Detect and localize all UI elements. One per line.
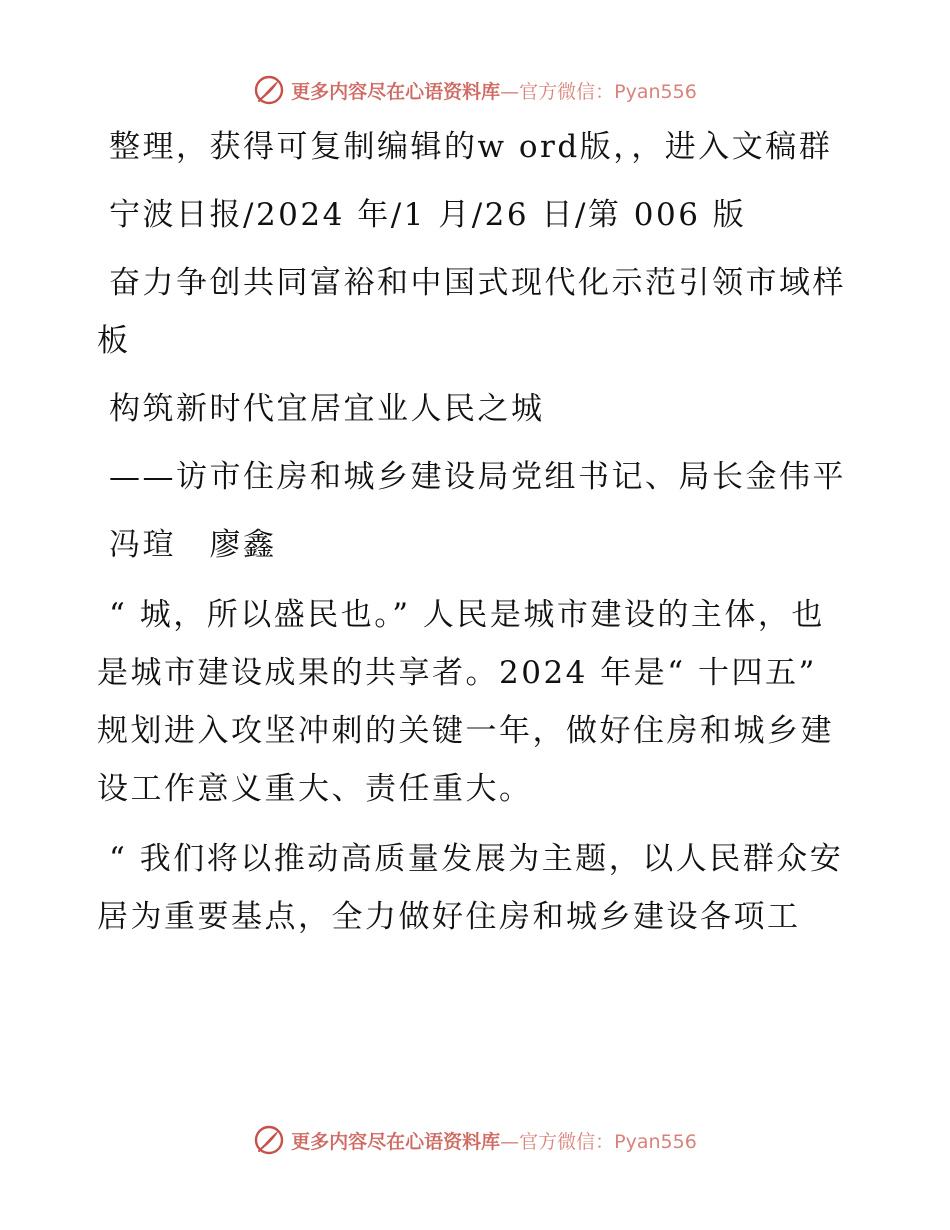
- document-body: [97, 118, 857, 946]
- header-banner: [0, 70, 950, 110]
- banner-subtitle: —官方微信：Pyan556: [500, 1130, 697, 1153]
- banner-content: [253, 74, 697, 106]
- headline-main: 奋力争创共同富裕和中国式现代化示范引领市域样板: [97, 265, 846, 359]
- author-line: 冯瑄 廖鑫: [109, 527, 277, 563]
- banner-subtitle: —官方微信：Pyan556: [500, 80, 697, 103]
- banner-text: [291, 77, 697, 104]
- intro-paragraph: 整理，获得可复制编辑的w ord版，，进入文稿群: [109, 129, 833, 165]
- banner-text: [291, 1127, 697, 1154]
- interview-subject: ——访市住房和城乡建设局党组书记、局长金伟平: [109, 459, 846, 495]
- banner-title: 更多内容尽在心语资料库: [291, 80, 501, 103]
- headline-sub: 构筑新时代宜居宜业人民之城: [109, 391, 545, 427]
- body-paragraph-1: “ 城，所以盛民也。” 人民是城市建设的主体，也是城市建设成果的共享者。2024 年是“ 十四五” 规划进入攻坚冲刺的关键一年，做好住房和城乡建设工作意义重大、责任重大。: [97, 597, 834, 807]
- footer-banner: [0, 1120, 950, 1160]
- body-paragraph-2: “ 我们将以推动高质量发展为主题，以人民群众安居为重要基点，全力做好住房和城乡建设各项工: [97, 841, 844, 935]
- feather-pen-logo-icon: [253, 1124, 285, 1156]
- banner-title: 更多内容尽在心语资料库: [291, 1130, 501, 1153]
- banner-content: [253, 1124, 697, 1156]
- source-line: 宁波日报/2024 年/1 月/26 日/第 006 版: [109, 197, 747, 233]
- feather-pen-logo-icon: [253, 74, 285, 106]
